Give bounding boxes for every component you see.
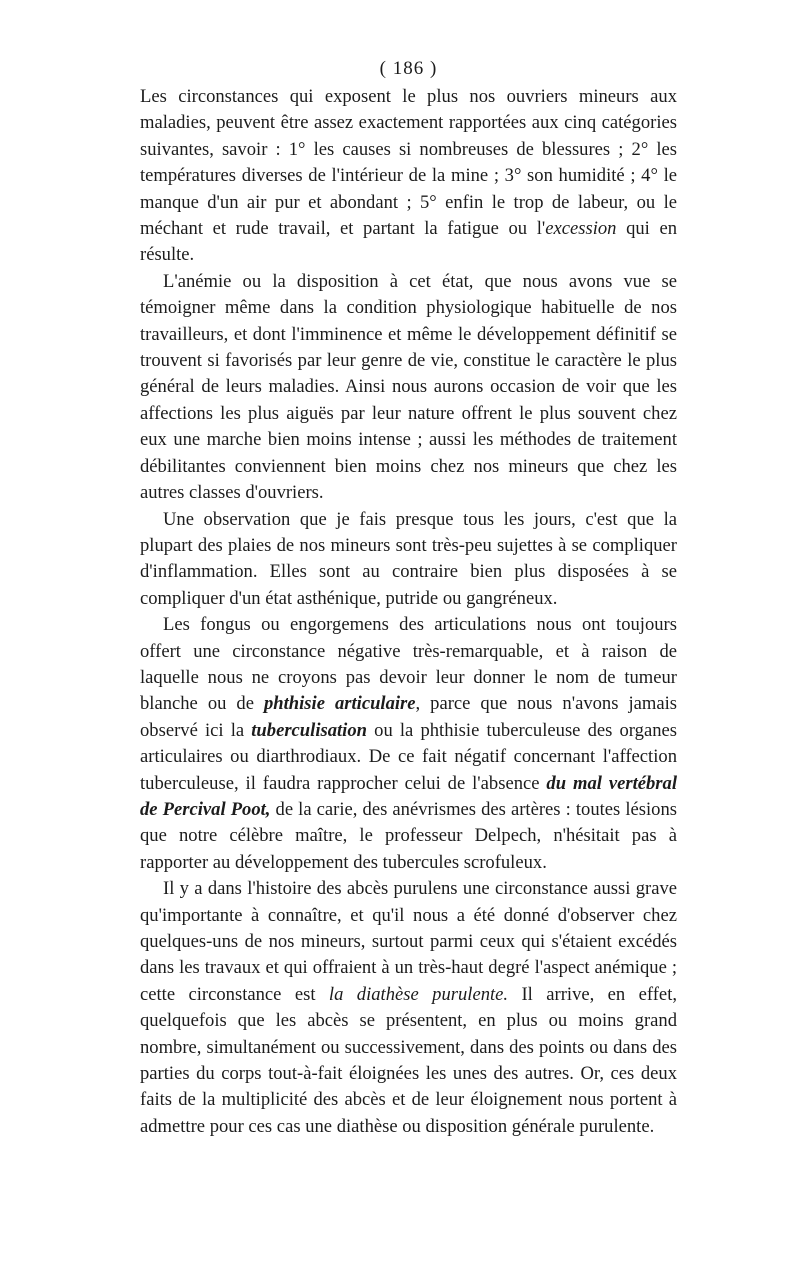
paragraph-1 bbox=[140, 84, 677, 269]
book-page bbox=[140, 58, 677, 1140]
emphasis-text: phthisie articulaire bbox=[263, 693, 416, 715]
emphasis-text: la diathèse purulente. bbox=[328, 983, 509, 1005]
paragraph-3 bbox=[140, 507, 677, 613]
emphasis-text: du mal vertébral de Percival Poot, bbox=[140, 772, 677, 820]
body-text bbox=[140, 84, 677, 1140]
text-run: Il y a dans l'histoire des abcès purulens une circonstance aussi grave qu'importante à connaître, et qu'il nous a été donné d'observer chez quelques-uns de nos mineurs, surtout parmi ceux qui s'étaient excédés dans les travaux et qui offraient à un très-haut degré l'aspect anémique ; cette circonstance est bbox=[140, 878, 677, 1005]
paragraph-4 bbox=[140, 612, 677, 876]
emphasis-text: excession bbox=[545, 218, 617, 240]
text-run: de la carie, des anévrismes des artères : toutes lésions que notre célèbre maître, le professeur Delpech, n'hésitait pas à rapporter au développement des tubercules scrofuleux. bbox=[140, 798, 677, 873]
text-run: Les fongus ou engorgemens des articulations nous ont toujours offert une circonstance négative très-remarquable, et à raison de laquelle nous ne croyons pas devoir leur donner le nom de tumeur blanche ou de bbox=[140, 614, 677, 715]
text-run: Les circonstances qui exposent le plus nos ouvriers mineurs aux maladies, peuvent être assez exactement rapportées aux cinq catégories suivantes, savoir : 1° les causes si nombreuses de blessures ; 2° les températures diverses de l'intérieur de la mine ; 3° son humidité ; 4° le manque d'un air pur et abondant ; 5° enfin le trop de labeur, ou le méchant et rude travail, et partant la fatigue ou l' bbox=[140, 86, 677, 240]
page-number: ( 186 ) bbox=[379, 58, 438, 79]
emphasis-text: tuberculisation bbox=[251, 719, 367, 741]
paragraph-5 bbox=[140, 876, 677, 1140]
text-run: qui en résulte. bbox=[140, 218, 678, 266]
paragraph-2 bbox=[140, 269, 677, 507]
text-run: , parce que nous n'avons jamais observé ici la bbox=[140, 693, 677, 741]
text-run: L'anémie ou la disposition à cet état, que nous avons vue se témoigner même dans la condition physiologique habituelle de nos travailleurs, et dont l'imminence et même le développement définitif se trouvent si favorisés par leur genre de vie, constitue le caractère le plus général de leurs maladies. Ainsi nous aurons occasion de voir que les affections les plus aiguës par leur nature offrent le plus souvent chez eux une marche bien moins intense ; aussi les méthodes de traitement débilitantes conviennent bien moins chez nos mineurs que chez les autres classes d'ouvriers. bbox=[140, 270, 677, 504]
text-run: ou la phthisie tuberculeuse des organes articulaires ou diarthrodiaux. De ce fait négatif concernant l'affection tuberculeuse, il faudra rapprocher celui de l'absence bbox=[140, 719, 677, 794]
text-run: Il arrive, en effet, quelquefois que les abcès se présentent, en plus ou moins grand nombre, simultanément ou successivement, dans des points ou dans des parties du corps tout-à-fait éloignées les unes des autres. Or, ces deux faits de la multiplicité des abcès et de leur éloignement nous portent à admettre pour ces cas une diathèse ou disposition générale purulente. bbox=[140, 983, 678, 1137]
text-run: Une observation que je fais presque tous les jours, c'est que la plupart des plaies de nos mineurs sont très-peu sujettes à se compliquer d'inflammation. Elles sont au contraire bien plus disposées à se compliquer d'un état asthénique, putride ou gangréneux. bbox=[140, 508, 677, 609]
